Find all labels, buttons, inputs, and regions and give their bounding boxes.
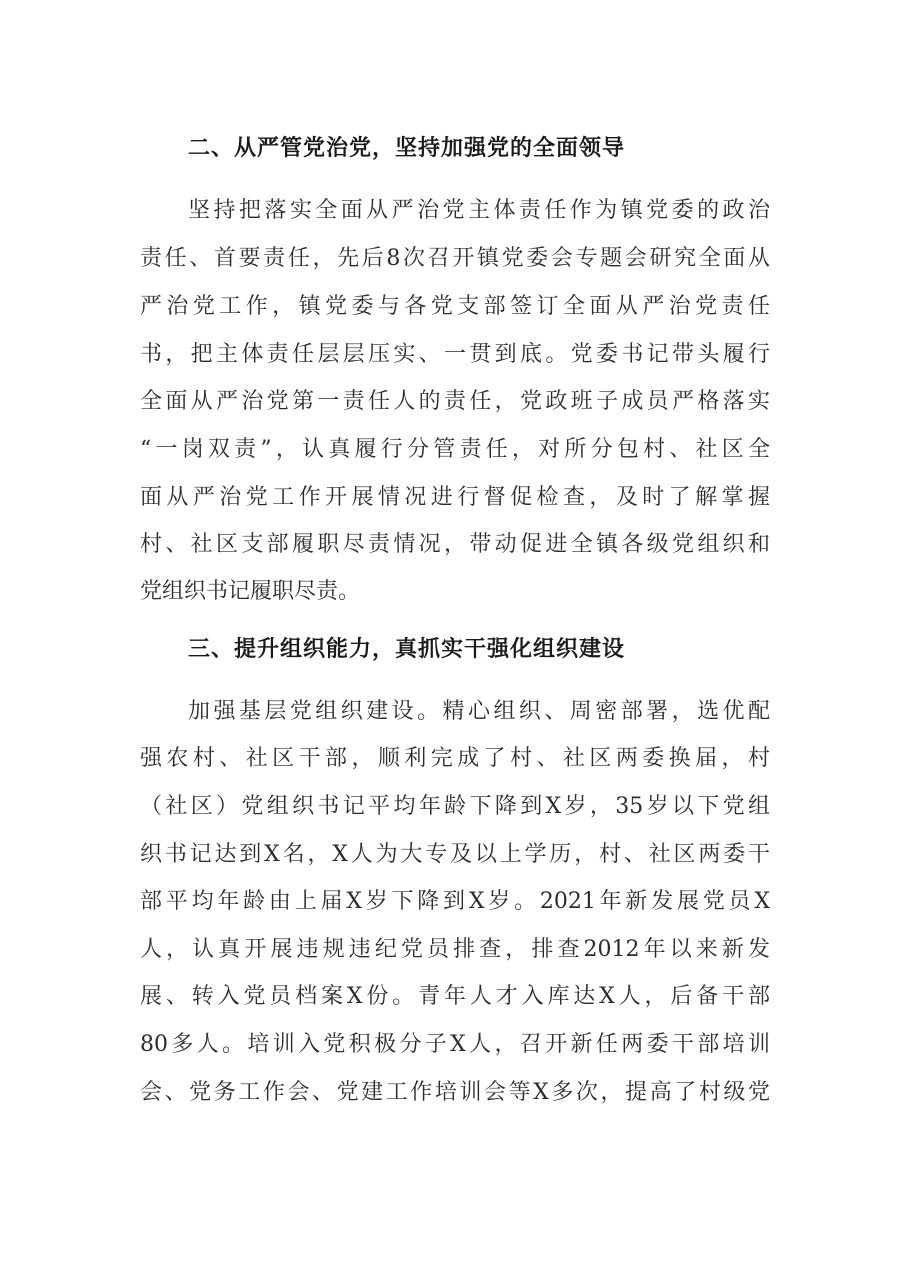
- paragraph-line: 会、党务工作会、党建工作培训会等X多次，提高了村级党: [140, 1080, 770, 1105]
- paragraph-line: 织书记达到X名，X人为大专及以上学历，村、社区两委干: [140, 842, 770, 867]
- paragraph-line: 面从严治党工作开展情况进行督促检查，及时了解掌握: [140, 485, 770, 510]
- paragraph-line: 村、社区支部履职尽责情况，带动促进全镇各级党组织和: [140, 532, 770, 557]
- paragraph-line: 80多人。培训入党积极分子X人，召开新任两委干部培训: [140, 1032, 770, 1057]
- paragraph-line: 强农村、社区干部，顺利完成了村、社区两委换届，村: [140, 746, 770, 771]
- paragraph-line: 人，认真开展违规违纪党员排查，排查2012年以来新发: [140, 937, 770, 962]
- paragraph-line: 全面从严治党第一责任人的责任，党政班子成员严格落实: [140, 389, 770, 414]
- paragraph-line: 党组织书记履职尽责。: [140, 579, 361, 604]
- paragraph-line: 展、转入党员档案X份。青年人才入库达X人，后备干部: [140, 984, 770, 1009]
- paragraph-line: 责任、首要责任，先后8次召开镇党委会专题会研究全面从: [140, 246, 770, 271]
- paragraph-line: “一岗双责”，认真履行分管责任，对所分包村、社区全: [140, 437, 770, 462]
- paragraph-line: 部平均年龄由上届X岁下降到X岁。2021年新发展党员X: [140, 889, 770, 914]
- section-heading-2: 二、从严管党治党，坚持加强党的全面领导: [188, 136, 626, 161]
- section-heading-3: 三、提升组织能力，真抓实干强化组织建设: [188, 637, 626, 662]
- paragraph-line: 严治党工作，镇党委与各党支部签订全面从严治党责任: [140, 294, 770, 319]
- paragraph-line: 坚持把落实全面从严治党主体责任作为镇党委的政治: [188, 198, 770, 223]
- paragraph-line: （社区）党组织书记平均年龄下降到X岁，35岁以下党组: [140, 794, 770, 819]
- paragraph-line: 加强基层党组织建设。精心组织、周密部署，选优配: [188, 699, 770, 724]
- paragraph-line: 书，把主体责任层层压实、一贯到底。党委书记带头履行: [140, 342, 770, 367]
